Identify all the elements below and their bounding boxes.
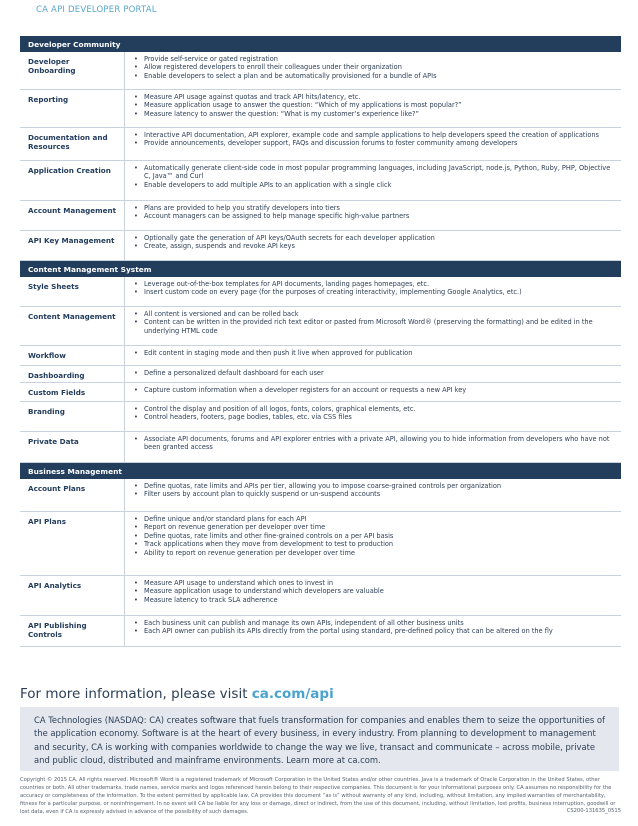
row-label: Workflow <box>28 351 66 360</box>
row-values <box>124 402 621 431</box>
list-item: • All content is versioned and can be rolled back <box>133 310 615 318</box>
list-item: • Measure latency to track SLA adherence <box>133 596 615 604</box>
row-values <box>124 432 621 462</box>
list-item: • Plans are provided to help you stratify developers into tiers <box>133 204 615 212</box>
list-item: • Control the display and position of all logos, fonts, colors, graphical elements, etc. <box>133 405 615 413</box>
table-row <box>20 161 621 201</box>
list-item: • Leverage out-of-the-box templates for API documents, landing pages homepages, etc. <box>133 280 615 288</box>
list-item: • Enable developers to select a plan and be automatically provisioned for a bundle of APIs <box>133 72 615 80</box>
list-item: • Report on revenue generation per developer over time <box>133 523 615 531</box>
list-item: • Allow registered developers to enroll their colleagues under their organization <box>133 63 615 71</box>
bullet-list <box>133 204 615 221</box>
row-values <box>124 52 621 89</box>
bullet-list <box>133 482 615 499</box>
list-item: • Interactive API documentation, API explorer, example code and sample applications to help developers speed the creation of applications <box>133 131 615 139</box>
table-row <box>20 616 621 647</box>
bullet-list <box>133 579 615 604</box>
table-row <box>20 201 621 231</box>
list-item: • Insert custom code on every page (for the purposes of creating interactivity, implementing Google Analytics, etc.) <box>133 288 615 296</box>
row-values <box>124 231 621 260</box>
row-label: Reporting <box>28 95 69 104</box>
row-values <box>124 90 621 127</box>
row-label: Developer Onboarding <box>28 57 76 75</box>
row-values <box>124 512 621 575</box>
row-label: Dashboarding <box>28 371 85 380</box>
list-item: • Automatically generate client-side code in most popular programming languages, including JavaScript, node.js, Python, Ruby, PHP, Objective C, Java™ and Curl <box>133 164 615 181</box>
list-item: • Create, assign, suspends and revoke API keys <box>133 242 615 250</box>
list-item: • Track applications when they move from development to test to production <box>133 540 615 548</box>
table-row <box>20 576 621 616</box>
bullet-list <box>133 310 615 335</box>
bullet-list <box>133 280 615 297</box>
table-row <box>20 383 621 402</box>
row-values <box>124 366 621 382</box>
row-label: Private Data <box>28 437 79 446</box>
list-item: • Content can be written in the provided rich text editor or pasted from Microsoft Word® (preserving the formatting) and be edited in the underlying HTML code <box>133 318 615 335</box>
portal-title: CA API DEVELOPER PORTAL <box>36 5 157 15</box>
list-item: • Enable developers to add multiple APIs to an application with a single click <box>133 181 615 189</box>
row-label: Custom Fields <box>28 388 86 397</box>
list-item: • Ability to report on revenue generation per developer over time <box>133 549 615 557</box>
row-label: Account Plans <box>28 484 86 493</box>
table-row <box>20 366 621 383</box>
section-header: Developer Community <box>20 36 621 52</box>
row-values <box>124 479 621 511</box>
more-info-line <box>20 686 334 702</box>
bullet-list <box>133 164 615 189</box>
list-item: • Define a personalized default dashboard for each user <box>133 369 615 377</box>
bullet-list <box>133 405 615 422</box>
list-item: • Measure API usage to understand which ones to invest in <box>133 579 615 587</box>
list-item: • Define unique and/or standard plans for each API <box>133 515 615 523</box>
row-label: Content Management <box>28 312 116 321</box>
bullet-list <box>133 349 615 357</box>
table-row <box>20 90 621 128</box>
list-item: • Measure API usage against quotas and track API hits/latency, etc. <box>133 93 615 101</box>
table-row <box>20 277 621 307</box>
row-values <box>124 277 621 306</box>
bullet-list <box>133 369 615 377</box>
bullet-list <box>133 55 615 80</box>
feature-table <box>20 36 621 647</box>
list-item: • Account managers can be assigned to help manage specific high-value partners <box>133 212 615 220</box>
table-row <box>20 231 621 261</box>
table-row <box>20 128 621 161</box>
document-code: CS200-131635_0515 <box>566 808 621 814</box>
table-row <box>20 479 621 512</box>
list-item: • Each API owner can publish its APIs directly from the portal using standard, pre-defined policy that can be altered on the fly <box>133 627 615 635</box>
more-info-prefix: For more information, please visit <box>20 686 252 702</box>
company-about-box: CA Technologies (NASDAQ: CA) creates software that fuels transformation for companies and enables them to seize the opportunities of the application economy. Software is at the heart of every business, in every industry. From planning to development to management and security, CA is working with companies worldwide to change the way we live, transact and communicate – across mobile, private and public cloud, distributed and mainframe environments. Learn more at ca.com. <box>20 707 619 771</box>
list-item: • Each business unit can publish and manage its own APIs, independent of all other business units <box>133 619 615 627</box>
row-label: Documentation and Resources <box>28 133 108 151</box>
row-label: Branding <box>28 407 65 416</box>
row-values <box>124 161 621 200</box>
bullet-list <box>133 435 615 452</box>
table-row <box>20 307 621 346</box>
row-values <box>124 307 621 345</box>
list-item: • Associate API documents, forums and API explorer entries with a private API, allowing you to hide information from developers who have not been granted access <box>133 435 615 452</box>
list-item: • Filter users by account plan to quickly suspend or un-suspend accounts <box>133 490 615 498</box>
table-row <box>20 402 621 432</box>
more-info-link[interactable]: ca.com/api <box>251 686 334 702</box>
row-label: API Analytics <box>28 581 82 590</box>
legal-footer: Copyright © 2015 CA. All rights reserved. Microsoft® Word is a registered trademark of Microsoft Corporation in the United States and/or other countries. Java is a trademark of Oracle Corporation in the United States, other countries or both. All other trademarks, trade names, service marks and logos referenced herein belong to their respective companies. This document is for your informational purposes only. CA assumes no responsibility for the accuracy or completeness of the information. To the extent permitted by applicable law, CA provides this document “as is” without warranty of any kind, including, without limitation, any implied warranties of merchantability, fitness for a particular purpose, or noninfringement. In no event will CA be liable for any loss or damage, direct or indirect, from the use of this document, including, without limitation, lost profits, business interruption, goodwill or lost data, even if CA is expressly advised in advance of the possibility of such damages. <box>20 777 616 815</box>
row-values <box>124 616 621 646</box>
list-item: • Measure application usage to understand which developers are valuable <box>133 587 615 595</box>
bullet-list <box>133 386 615 394</box>
bullet-list <box>133 234 615 251</box>
row-label: Application Creation <box>28 166 111 175</box>
row-label: Style Sheets <box>28 282 79 291</box>
list-item: • Edit content in staging mode and then push it live when approved for publication <box>133 349 615 357</box>
list-item: • Provide announcements, developer support, FAQs and discussion forums to foster community among developers <box>133 139 615 147</box>
table-row <box>20 432 621 463</box>
bullet-list <box>133 131 615 148</box>
list-item: • Capture custom information when a developer registers for an account or requests a new API key <box>133 386 615 394</box>
row-values <box>124 383 621 401</box>
section-header: Content Management System <box>20 261 621 277</box>
row-values <box>124 576 621 615</box>
table-row <box>20 512 621 576</box>
list-item: • Measure application usage to answer the question: “Which of my applications is most popular?” <box>133 101 615 109</box>
list-item: • Provide self-service or gated registration <box>133 55 615 63</box>
row-values <box>124 346 621 365</box>
row-values <box>124 201 621 230</box>
row-values <box>124 128 621 160</box>
section-header: Business Management <box>20 463 621 479</box>
bullet-list <box>133 619 615 636</box>
bullet-list <box>133 93 615 118</box>
table-row <box>20 52 621 90</box>
list-item: • Measure latency to answer the question: “What is my customer’s experience like?” <box>133 110 615 118</box>
row-label: API Plans <box>28 517 66 526</box>
list-item: • Define quotas, rate limits and other fine-grained controls on a per API basis <box>133 532 615 540</box>
list-item: • Control headers, footers, page bodies, tables, etc. via CSS files <box>133 413 615 421</box>
row-label: API Key Management <box>28 236 115 245</box>
table-row <box>20 346 621 366</box>
list-item: • Optionally gate the generation of API keys/OAuth secrets for each developer application <box>133 234 615 242</box>
list-item: • Define quotas, rate limits and APIs per tier, allowing you to impose coarse-grained controls per organization <box>133 482 615 490</box>
bullet-list <box>133 515 615 557</box>
row-label: API Publishing Controls <box>28 621 87 639</box>
row-label: Account Management <box>28 206 117 215</box>
